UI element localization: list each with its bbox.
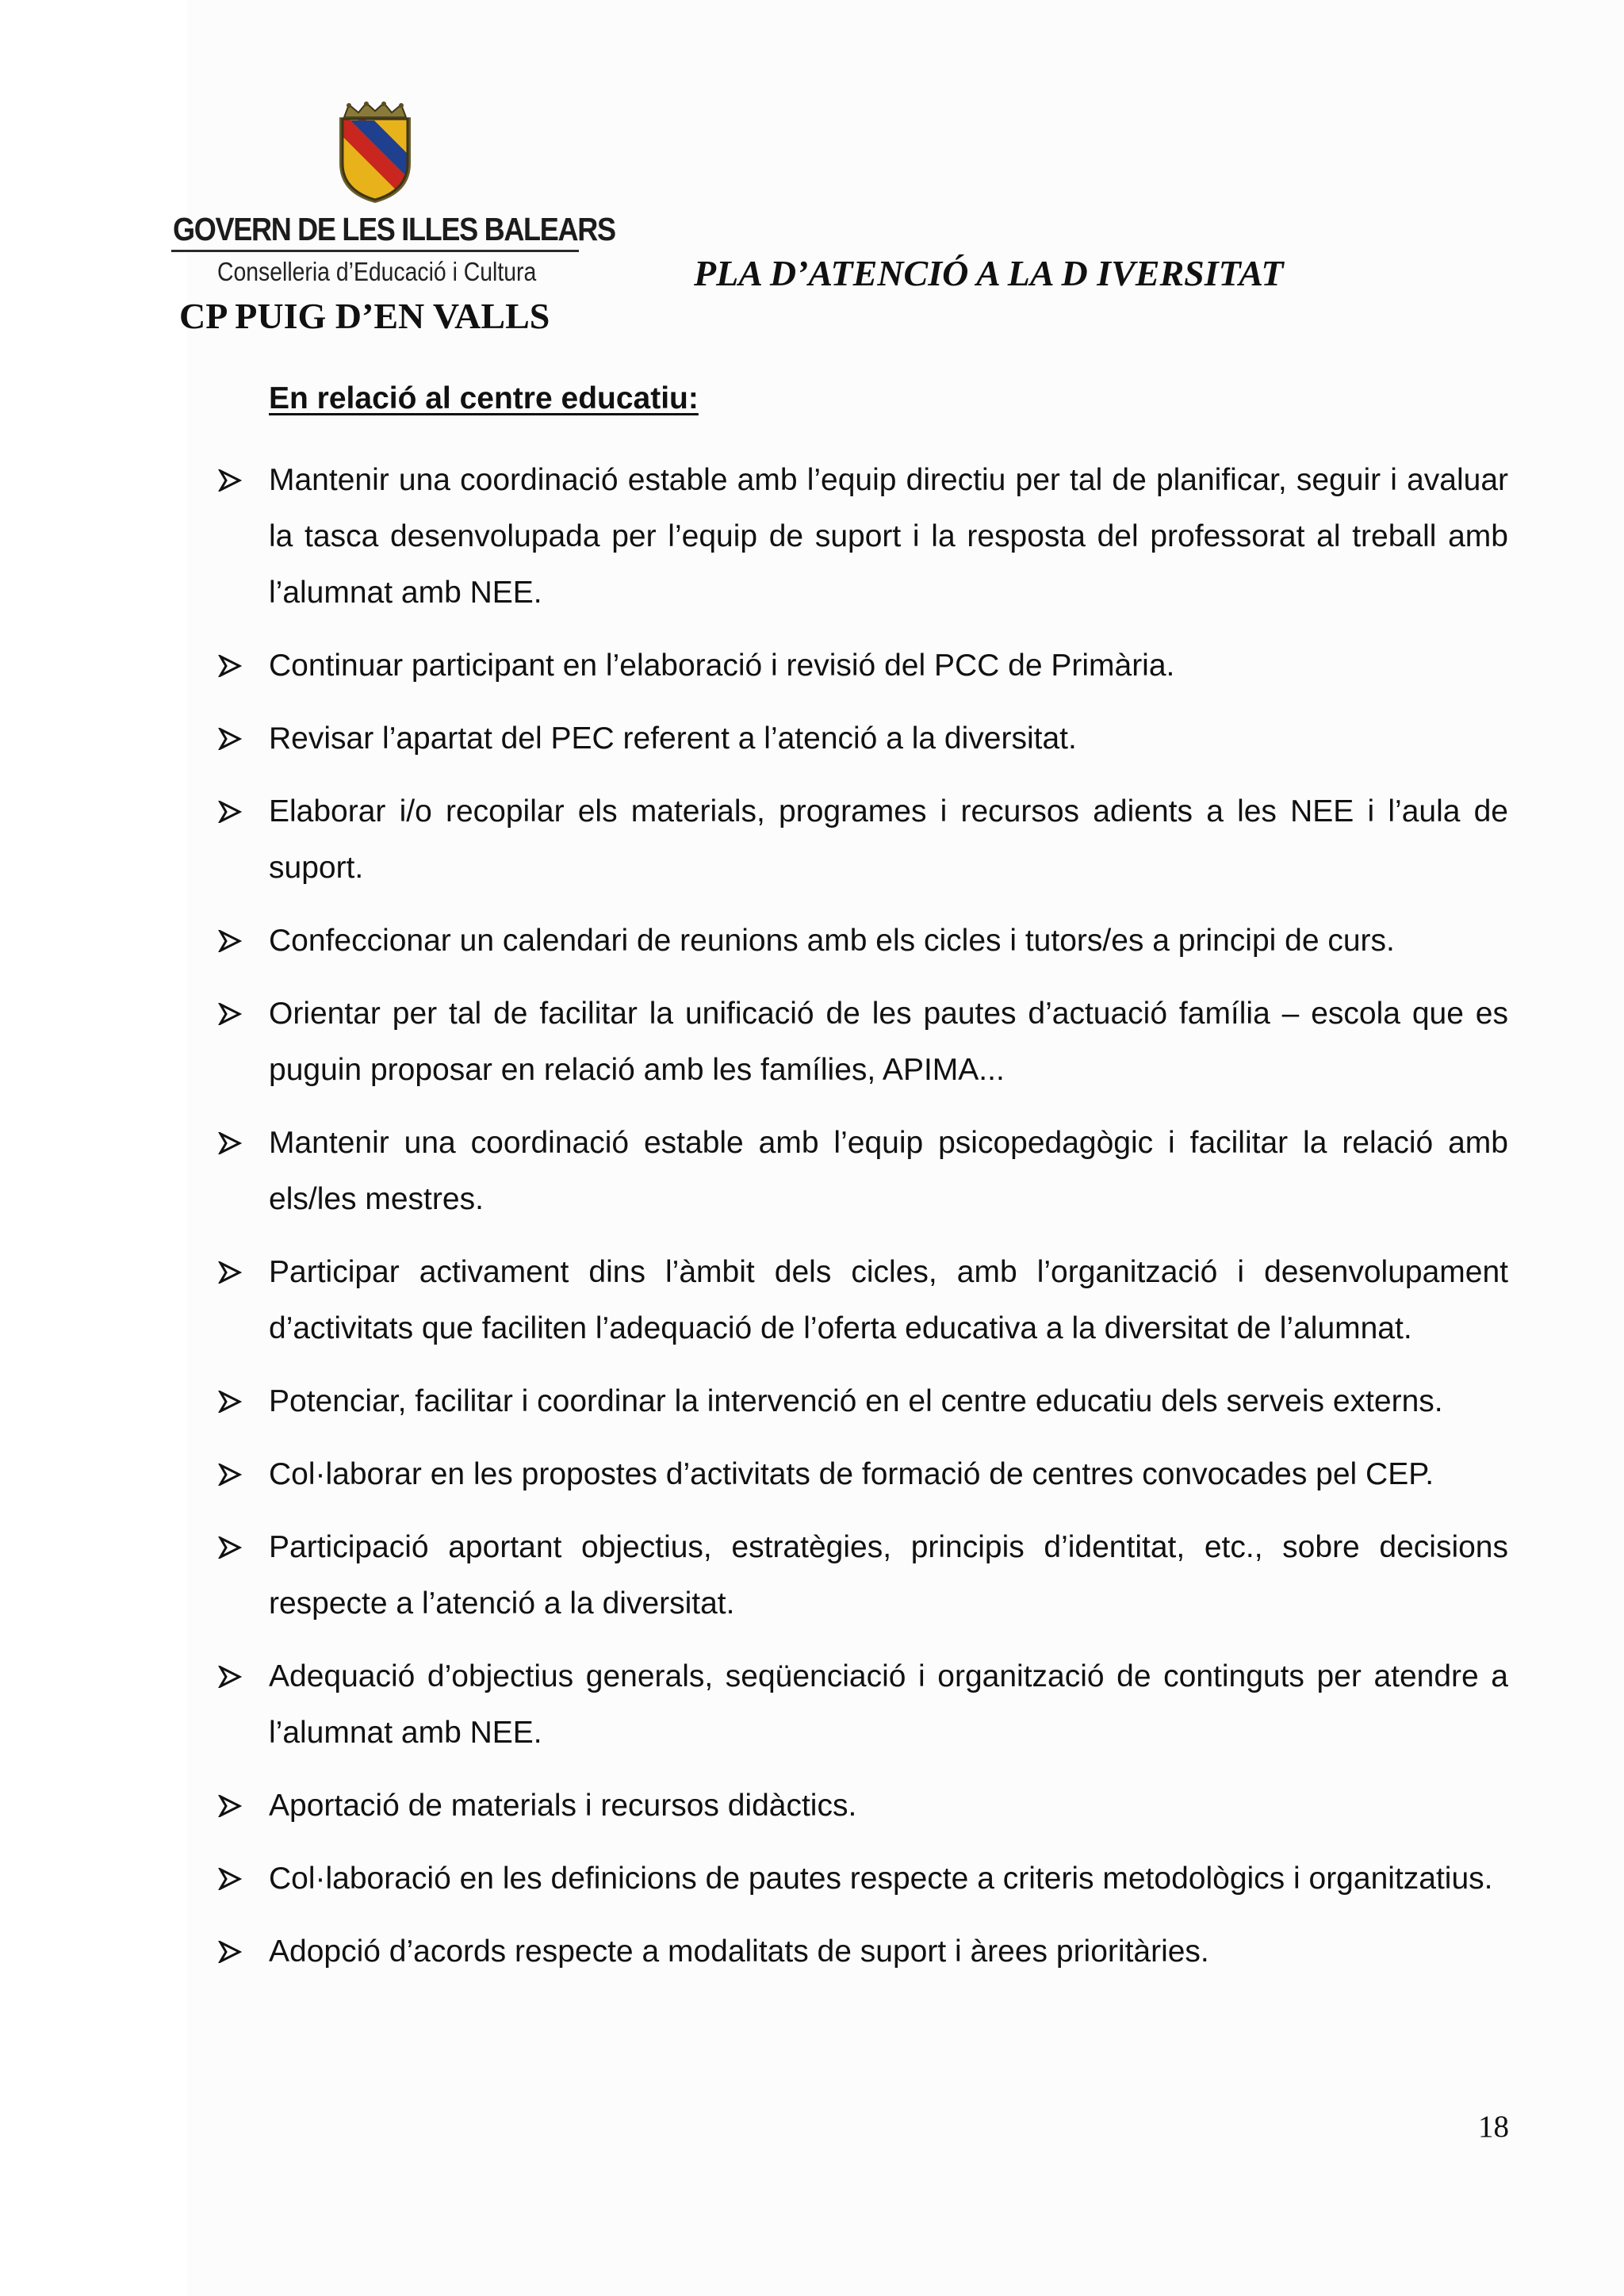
arrowhead-bullet-icon xyxy=(218,728,242,750)
list-item xyxy=(218,452,1508,621)
list-item xyxy=(218,1519,1508,1632)
list-item-text: Col·laborar en les propostes d’activitats de formació de centres convocades pel CEP. xyxy=(269,1457,1434,1491)
list-item xyxy=(218,1115,1508,1227)
list-item xyxy=(218,1373,1508,1429)
arrowhead-bullet-icon xyxy=(218,1003,242,1025)
arrowhead-bullet-icon xyxy=(218,1941,242,1963)
department-name: Conselleria d’Educació i Cultura xyxy=(217,257,537,286)
arrowhead-bullet-icon xyxy=(218,930,242,952)
arrowhead-bullet-icon xyxy=(218,1261,242,1284)
list-item xyxy=(218,1446,1508,1502)
list-item xyxy=(218,1648,1508,1761)
list-item-text: Mantenir una coordinació estable amb l’equip psicopedagògic i facilitar la relació amb els/les mestres. xyxy=(269,1126,1508,1216)
list-item-text: Continuar participant en l’elaboració i revisió del PCC de Primària. xyxy=(269,649,1175,683)
list-item-text: Orientar per tal de facilitar la unificació de les pautes d’actuació família – escola que es puguin proposar en relació amb les famílies, APIMA... xyxy=(269,997,1508,1087)
bullet-list xyxy=(218,452,1508,1996)
list-item xyxy=(218,783,1508,896)
arrowhead-bullet-icon xyxy=(218,1868,242,1890)
arrowhead-bullet-icon xyxy=(218,1464,242,1486)
list-item xyxy=(218,1244,1508,1357)
arrowhead-bullet-icon xyxy=(218,1132,242,1154)
list-item-text: Aportació de materials i recursos didàctics. xyxy=(269,1789,857,1823)
list-item xyxy=(218,985,1508,1098)
arrowhead-bullet-icon xyxy=(218,1391,242,1413)
list-item-text: Confeccionar un calendari de reunions amb els cicles i tutors/es a principi de curs. xyxy=(269,924,1395,958)
list-item-text: Participar activament dins l’àmbit dels cicles, amb l’organització i desenvolupament d’activitats que faciliten l’adequació de l’oferta educativa a la diversitat de l’alumnat. xyxy=(269,1255,1508,1345)
header-divider xyxy=(171,250,579,252)
document-title: PLA D’ATENCIÓ A LA D IVERSITAT xyxy=(694,253,1284,293)
list-item-text: Elaborar i/o recopilar els materials, programes i recursos adients a les NEE i l’aula de suport. xyxy=(269,794,1508,885)
section-heading: En relació al centre educatiu: xyxy=(269,381,699,415)
list-item-text: Col·laboració en les definicions de pautes respecte a criteris metodològics i organitzatius. xyxy=(269,1862,1493,1896)
list-item xyxy=(218,1923,1508,1980)
list-item xyxy=(218,710,1508,767)
school-name: CP PUIG D’EN VALLS xyxy=(179,296,550,336)
arrowhead-bullet-icon xyxy=(218,801,242,823)
list-item xyxy=(218,913,1508,969)
list-item-text: Potenciar, facilitar i coordinar la intervenció en el centre educatiu dels serveis externs. xyxy=(269,1384,1443,1418)
page-header xyxy=(0,0,1624,349)
arrowhead-bullet-icon xyxy=(218,469,242,492)
balearic-coat-of-arms-icon xyxy=(331,101,419,203)
arrowhead-bullet-icon xyxy=(218,1666,242,1688)
list-item-text: Adopció d’acords respecte a modalitats de suport i àrees prioritàries. xyxy=(269,1934,1209,1969)
arrowhead-bullet-icon xyxy=(218,655,242,677)
list-item xyxy=(218,1777,1508,1834)
government-name: GOVERN DE LES ILLES BALEARS xyxy=(173,211,615,247)
arrowhead-bullet-icon xyxy=(218,1795,242,1817)
list-item xyxy=(218,1850,1508,1907)
list-item-text: Participació aportant objectius, estratègies, principis d’identitat, etc., sobre decisions respecte a l’atenció a la diversitat. xyxy=(269,1530,1508,1621)
list-item-text: Adequació d’objectius generals, seqüenciació i organització de continguts per atendre a l’alumnat amb NEE. xyxy=(269,1659,1508,1750)
list-item-text: Revisar l’apartat del PEC referent a l’atenció a la diversitat. xyxy=(269,721,1077,756)
list-item-text: Mantenir una coordinació estable amb l’equip directiu per tal de planificar, seguir i avaluar la tasca desenvolupada per l’equip de suport i la resposta del professorat al treball amb l’alumnat amb NEE. xyxy=(269,463,1508,610)
arrowhead-bullet-icon xyxy=(218,1536,242,1559)
page-number: 18 xyxy=(1478,2110,1509,2144)
list-item xyxy=(218,637,1508,694)
